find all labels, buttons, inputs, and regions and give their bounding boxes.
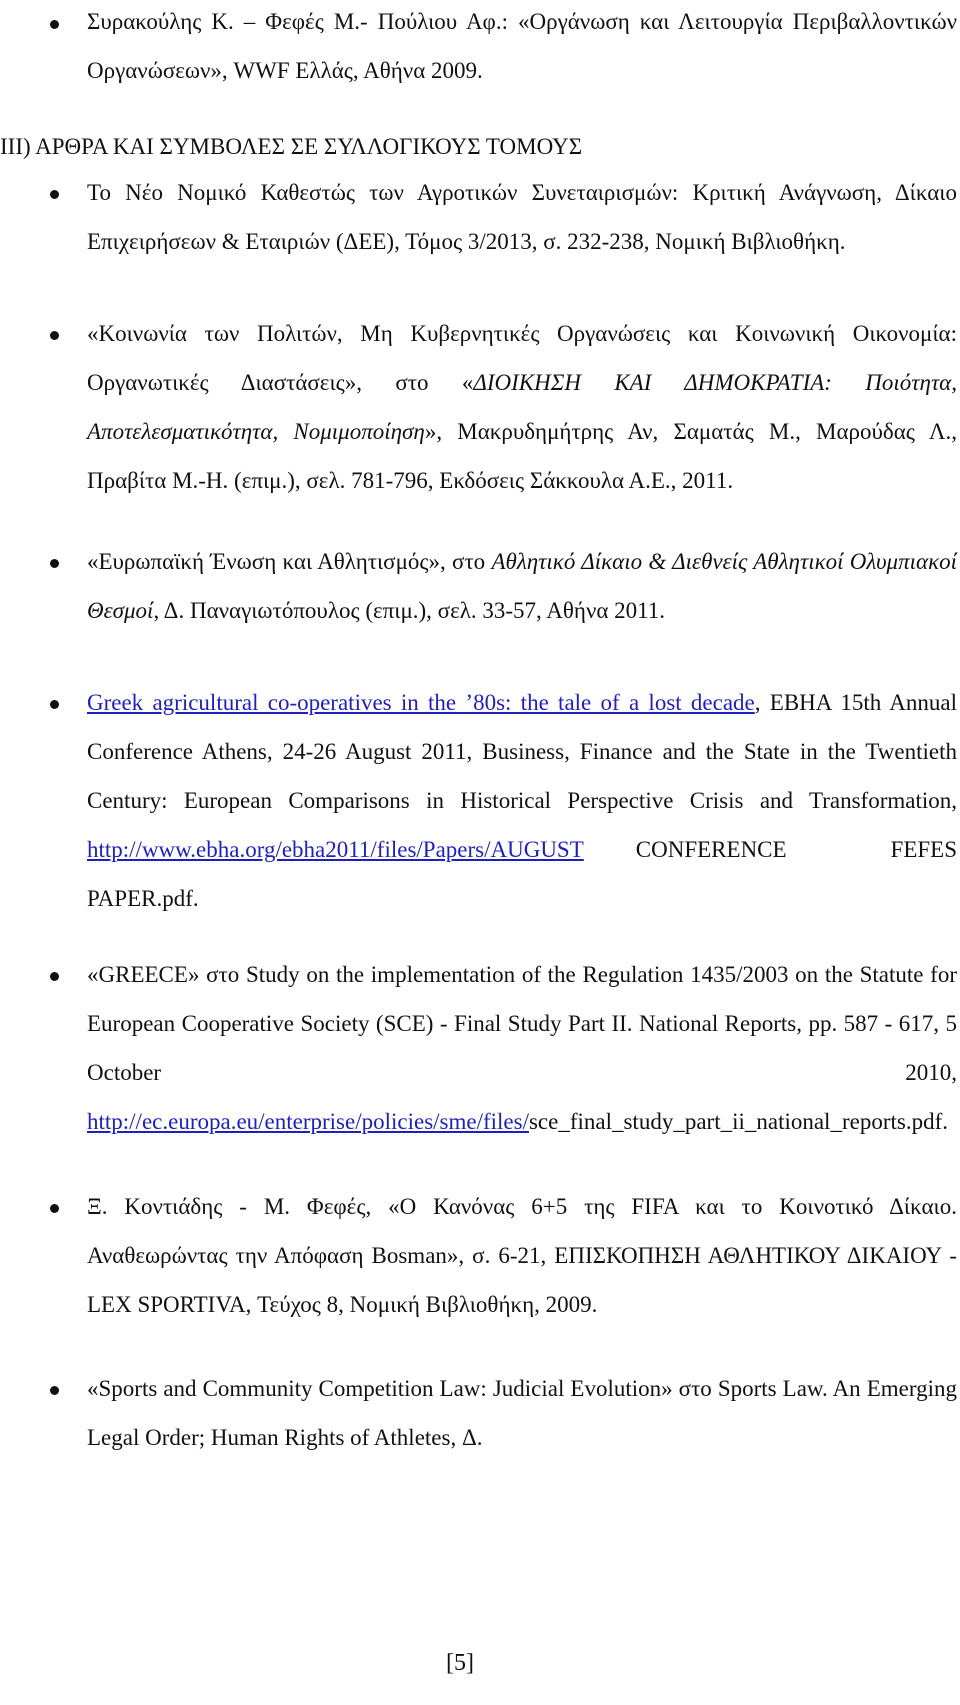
entry-5-text-a: , EBHA 15th Annual Conference Athens, 24-26 August 2011, Business, Finance and the State in the Twentieth Century: European Comparisons in Historical Perspective Crisis and Transformation,	[87, 690, 957, 813]
bibliography-entry-4	[87, 537, 957, 635]
bibliography-entry-5	[87, 678, 957, 923]
bibliography-entry-3	[87, 309, 957, 505]
entry-5-text-b: CONFERENCE FEFES PAPER.pdf.	[87, 837, 957, 911]
bibliography-entry-2: Το Νέο Νομικό Καθεστώς των Αγροτικών Συνεταιρισμών: Κριτική Ανάγνωση, Δίκαιο Επιχειρήσεων & Εταιριών (ΔΕΕ), Τόμος 3/2013, σ. 232-238, Νομική Βιβλιοθήκη.	[87, 180, 957, 254]
paper-title-link[interactable]: Greek agricultural co-operatives in the ’80s: the tale of a lost decade	[87, 690, 755, 715]
section-heading: ΙΙΙ) ΑΡΘΡΑ ΚΑΙ ΣΥΜΒΟΛΕΣ ΣΕ ΣΥΛΛΟΓΙΚΟΥΣ ΤΟΜΟΥΣ	[0, 134, 583, 159]
bibliography-entry-7: Ξ. Κοντιάδης - Μ. Φεφές, «Ο Κανόνας 6+5 της FIFA και το Κοινοτικό Δίκαιο. Αναθεωρώντας την Απόφαση Bosman», σ. 6-21, ΕΠΙΣΚΟΠΗΣΗ ΑΘΛΗΤΙΚΟΥ ΔΙΚΑΙΟΥ - LEX SPORTIVA, Τεύχος 8, Νομική Βιβλιοθήκη, 2009.	[87, 1194, 957, 1317]
bibliography-entry-1: Συρακούλης Κ. – Φεφές Μ.- Πούλιου Αφ.: «Οργάνωση και Λειτουργία Περιβαλλοντικών Οργανώσεων», WWF Ελλάς, Αθήνα 2009.	[87, 9, 957, 83]
entry-3-text-a: «Κοινωνία των Πολιτών, Μη Κυβερνητικές Οργανώσεις και Κοινωνική Οικονομία: Οργανωτικές Διαστάσεις», στο «	[87, 321, 957, 395]
entry-6-text-a: «GREECE» στο Study on the implementation of the Regulation 1435/2003 on the Statute for European Cooperative Society (SCE) - Final Study Part II. National Reports, pp. 587 - 617, 5 October 2010,	[87, 962, 957, 1085]
europa-url-link[interactable]: http://ec.europa.eu/enterprise/policies/sme/files/	[87, 1109, 529, 1134]
entry-4-italic-title: Αθλητικό Δίκαιο & Διεθνείς Αθλητικοί Ολυμπιακοί Θεσμοί	[87, 549, 957, 623]
bibliography-entry-6	[87, 950, 957, 1146]
entry-3-text-c: », Μακρυδημήτρης Αν, Σαματάς Μ., Μαρούδας Λ., Πραβίτα Μ.-Η. (επιμ.), σελ. 781-796, Εκδόσεις Σάκκουλα Α.Ε., 2011.	[87, 419, 958, 493]
ebha-url-link[interactable]: http://www.ebha.org/ebha2011/files/Papers/AUGUST	[87, 837, 584, 862]
bibliography-entry-8: «Sports and Community Competition Law: Judicial Evolution» στο Sports Law. An Emerging Legal Order; Human Rights of Athletes, Δ.	[87, 1376, 957, 1450]
entry-4-text-c: , Δ. Παναγιωτόπουλος (επιμ.), σελ. 33-57, Αθήνα 2011.	[153, 598, 666, 623]
entry-4-text-a: «Ευρωπαϊκή Ένωση και Αθλητισμός», στο	[87, 549, 492, 574]
entry-3-italic-title: ΔΙΟΙΚΗΣΗ ΚΑΙ ΔΗΜΟΚΡΑΤΙΑ: Ποιότητα, Αποτελεσματικότητα, Νομιμοποίηση	[87, 370, 957, 444]
page-number: [5]	[446, 1650, 474, 1676]
entry-6-text-b: sce_final_study_part_ii_national_reports.pdf.	[528, 1109, 948, 1134]
